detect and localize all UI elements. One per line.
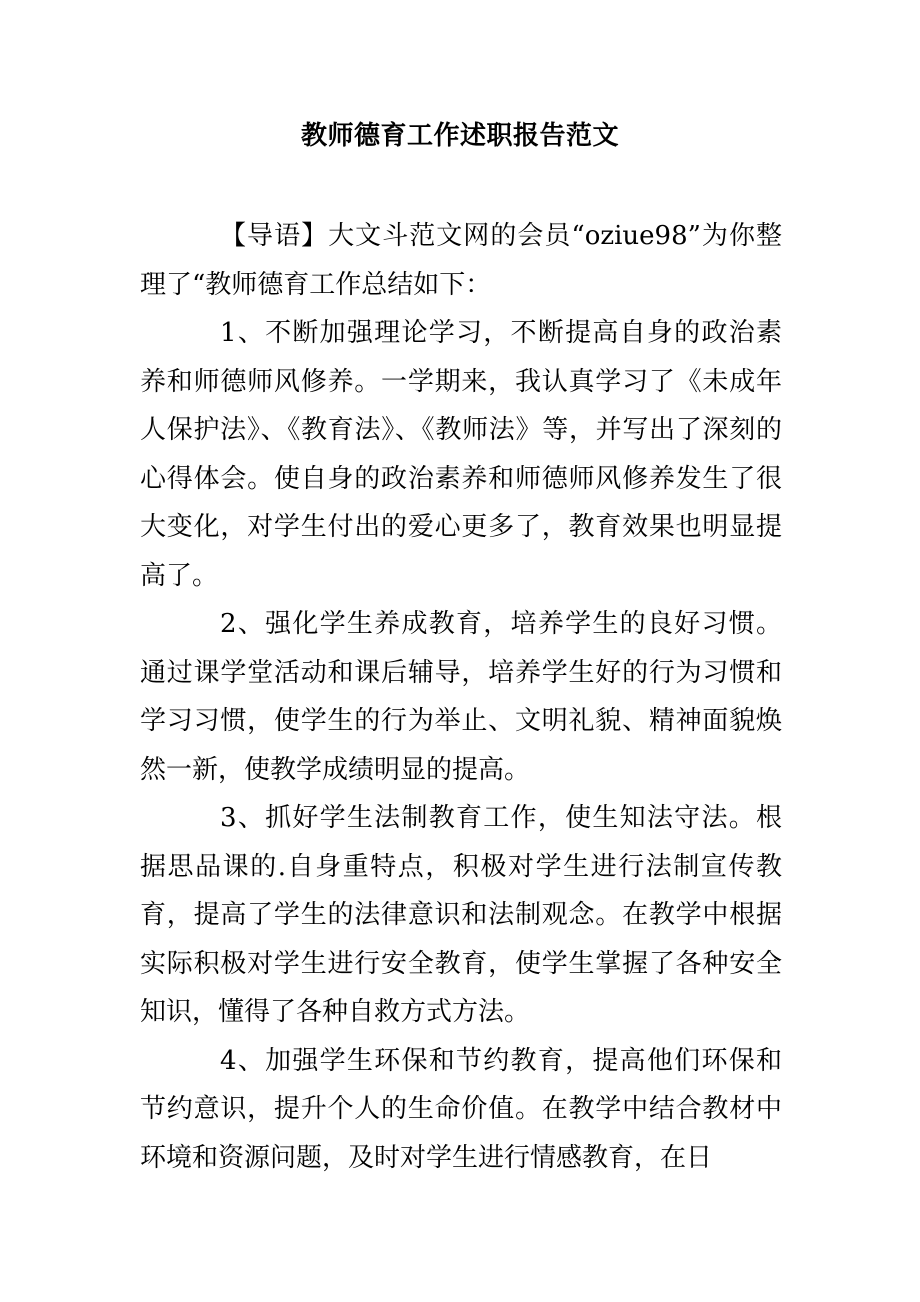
paragraph-item-3: 3、抓好学生法制教育工作，使生知法守法。根据思品课的.自身重特点，积极对学生进行法制宣传教育，提高了学生的法律意识和法制观念。在教学中根据实际积极对学生进行安全教育，使学生掌握了各种安全知识，懂得了各种自救方式方法。 [140,803,782,1027]
paragraph-item-2: 2、强化学生养成教育，培养学生的良好习惯。通过课学堂活动和课后辅导，培养学生好的行为习惯和学习习惯，使学生的行为举止、文明礼貌、精神面貌焕然一新，使教学成绩明显的提高。 [140,609,782,785]
paragraph-item-4: 4、加强学生环保和节约教育，提高他们环保和节约意识，提升个人的生命价值。在教学中结合教材中环境和资源问题，及时对学生进行情感教育，在日 [140,1045,782,1173]
document-title: 教师德育工作述职报告范文 [300,121,619,151]
paragraph-item-1: 1、不断加强理论学习，不断提高自身的政治素养和师德师风修养。一学期来，我认真学习了《未成年人保护法》、《教育法》、《教师法》等，并写出了深刻的心得体会。使自身的政治素养和师德师风修养发生了很大变化，对学生付出的爱心更多了，教育效果也明显提高了。 [140,318,782,591]
document-body [140,212,782,1182]
paragraph-intro: 【导语】大文斗范文网的会员“oziue98”为你整理了“教师德育工作总结如下： [140,221,782,300]
